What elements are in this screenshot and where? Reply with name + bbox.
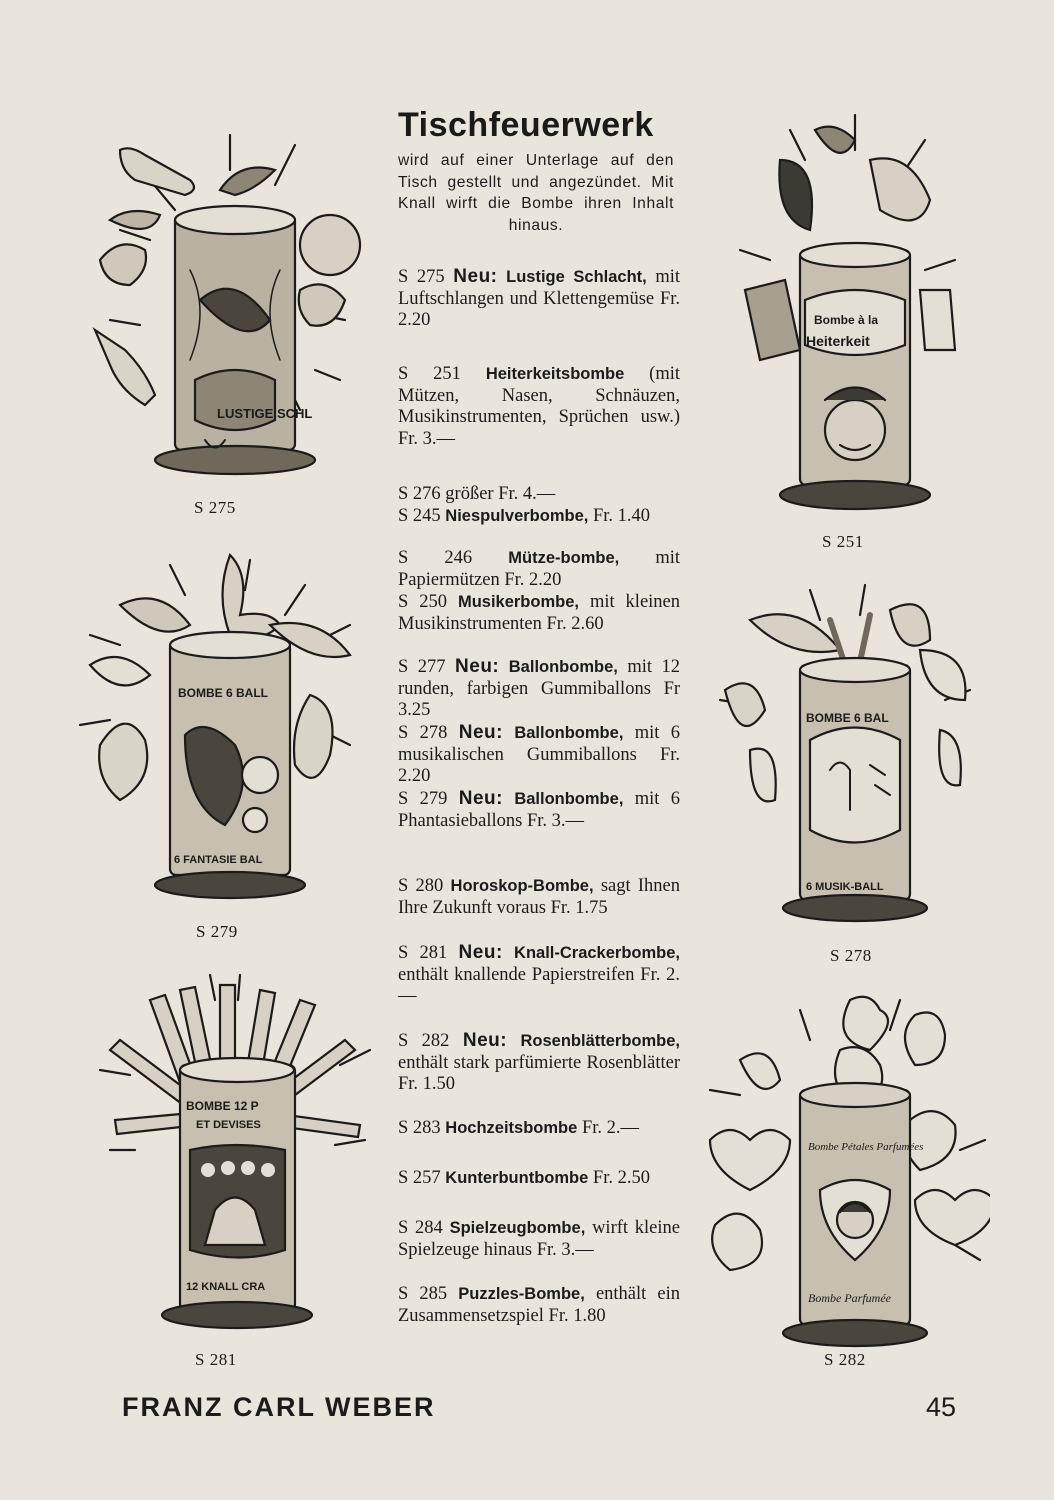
product-entry (398, 484, 680, 506)
product-code: S 257 (398, 1168, 441, 1188)
product-entry (398, 1218, 680, 1261)
product-name: Ballonbombe, (514, 724, 624, 742)
s281-caption: S 281 (195, 1350, 237, 1369)
product-price: Fr. 2.— (581, 1118, 640, 1138)
new-badge: Neu: (453, 266, 498, 287)
product-code: S 279 (398, 789, 448, 809)
product-name: Niespulverbombe, (445, 507, 589, 525)
product-name: Lustige Schlacht, (506, 268, 647, 286)
product-name: Ballonbombe, (514, 790, 624, 808)
product-entry (398, 1284, 680, 1327)
s275-caption: S 275 (194, 498, 236, 517)
product-price: Fr. 1.40 (592, 506, 651, 526)
product-name: Horoskop-Bombe, (450, 877, 594, 895)
product-code: S 281 (398, 943, 448, 963)
new-badge: Neu: (458, 722, 503, 743)
product-description: größer (445, 484, 494, 504)
s251-caption: S 251 (822, 532, 864, 551)
page-title: Tischfeuerwerk (398, 106, 654, 144)
product-code: S 284 (398, 1218, 443, 1238)
product-entry (398, 506, 680, 528)
product-entry (398, 942, 680, 1008)
product-entry (398, 1118, 680, 1140)
product-name: Mütze-bombe, (508, 549, 620, 567)
s281-can-label-bottom: 12 KNALL CRA (186, 1281, 266, 1293)
s278-can-label-bottom: 6 MUSIK-BALL (806, 881, 884, 893)
s282-illustration (700, 990, 990, 1350)
product-entry (398, 1168, 680, 1190)
product-entry (398, 548, 680, 591)
product-description: mit Papiermützen (398, 548, 681, 590)
product-price: Fr 3.25 (398, 678, 681, 721)
s278-caption: S 278 (830, 946, 872, 965)
publisher-name: FRANZ CARL WEBER (122, 1392, 436, 1422)
new-badge: Neu: (458, 788, 503, 809)
product-code: S 275 (398, 267, 445, 287)
s278-can-label-top: BOMBE 6 BAL (806, 711, 889, 725)
product-code: S 246 (398, 548, 473, 568)
product-price: Fr. 2.20 (504, 569, 562, 590)
product-code: S 277 (398, 657, 446, 677)
product-name: Heiterkeitsbombe (485, 365, 625, 383)
product-price: Fr. 2.50 (592, 1168, 650, 1188)
page-number: 45 (926, 1392, 957, 1422)
product-description: mit 6 musikalischen Gummiballons (398, 723, 681, 765)
s251-can-label-bottom: Heiterkeit (806, 333, 870, 349)
product-name: Kunterbuntbombe (445, 1169, 589, 1187)
product-name: Hochzeitsbombe (445, 1119, 578, 1137)
product-price: Fr. 4.— (498, 484, 556, 504)
product-description: mit 6 Phantasieballons (398, 789, 681, 831)
product-name: Rosenblätterbombe, (520, 1032, 681, 1050)
product-code: S 282 (398, 1031, 450, 1051)
product-price: Fr. 3.— (526, 810, 585, 831)
s281-illustration (90, 970, 380, 1355)
product-description: mit Luftschlangen und Klettengemüse (398, 267, 681, 309)
product-description: enthält stark parfümierte Rosenblätter (398, 1052, 680, 1073)
product-price: Fr. 1.50 (398, 1074, 456, 1095)
product-code: S 245 (398, 506, 441, 526)
product-price: Fr. 1.75 (550, 897, 608, 918)
s251-can-label-top: Bombe à la (814, 313, 879, 327)
product-description: enthält ein Zusammensetzspiel (398, 1284, 680, 1326)
s281-can-label-mid: ET DEVISES (196, 1119, 261, 1131)
product-description: (mit Mützen, Nasen, Schnäuzen, Musikinstrumenten, Sprüchen usw.) (398, 364, 681, 428)
product-entry (398, 876, 680, 919)
s278-illustration (710, 580, 980, 940)
product-price: Fr. 2.60 (546, 613, 604, 634)
product-price: Fr. 3.— (536, 1239, 594, 1260)
product-code: S 283 (398, 1118, 441, 1138)
s281-can-label-top: BOMBE 12 P (186, 1099, 259, 1113)
s282-caption: S 282 (824, 1350, 866, 1369)
product-description: wirft kleine Spielzeuge hinaus (398, 1218, 680, 1260)
product-entry (398, 592, 680, 635)
product-name: Ballonbombe, (508, 658, 618, 676)
s282-can-label-top: Bombe Pétales Parfumées (808, 1141, 924, 1153)
s251-illustration (720, 110, 970, 530)
intro-text: wird auf einer Unterlage auf den Tisch gestellt und angezündet. Mit Knall wirft die Bombe ihren Inhalt hinaus. (398, 152, 674, 234)
new-badge: Neu: (458, 942, 503, 963)
product-entry (398, 364, 680, 451)
s279-illustration (70, 545, 370, 925)
product-price: Fr. 2.20 (398, 288, 680, 331)
new-badge: Neu: (455, 656, 500, 677)
product-price: Fr. 3.— (398, 429, 456, 450)
product-code: S 280 (398, 876, 444, 896)
s279-can-label-top: BOMBE 6 BALL (178, 686, 268, 700)
s279-can-label-bottom: 6 FANTASIE BAL (174, 854, 263, 866)
product-entry (398, 656, 680, 722)
product-code: S 276 (398, 484, 441, 504)
product-code: S 285 (398, 1284, 448, 1304)
product-code: S 278 (398, 723, 448, 743)
product-name: Knall-Crackerbombe, (514, 944, 680, 962)
product-name: Puzzles-Bombe, (458, 1285, 585, 1303)
s275-can-label: LUSTIGE SCHL (217, 406, 313, 421)
product-entry (398, 266, 680, 332)
product-description: sagt Ihnen Ihre Zukunft voraus (398, 876, 680, 918)
product-description: mit kleinen Musikinstrumenten (398, 592, 681, 634)
product-entry (398, 722, 680, 788)
product-description: enthält knallende Papierstreifen (398, 964, 635, 985)
new-badge: Neu: (462, 1030, 508, 1051)
s275-illustration (80, 120, 380, 500)
product-price: Fr. 2.— (398, 964, 680, 1007)
product-description: mit 12 runden, farbigen Gummiballons (398, 657, 681, 699)
product-code: S 250 (398, 592, 447, 612)
product-name: Musikerbombe, (457, 593, 579, 611)
product-price: Fr. 1.80 (548, 1305, 606, 1326)
product-code: S 251 (398, 364, 461, 384)
s279-caption: S 279 (196, 922, 238, 941)
product-name: Spielzeugbombe, (449, 1219, 586, 1237)
product-entry (398, 1030, 680, 1096)
product-price: Fr. 2.20 (398, 744, 680, 787)
s282-can-label-bottom: Bombe Parfumée (808, 1291, 891, 1305)
product-entry (398, 788, 680, 832)
